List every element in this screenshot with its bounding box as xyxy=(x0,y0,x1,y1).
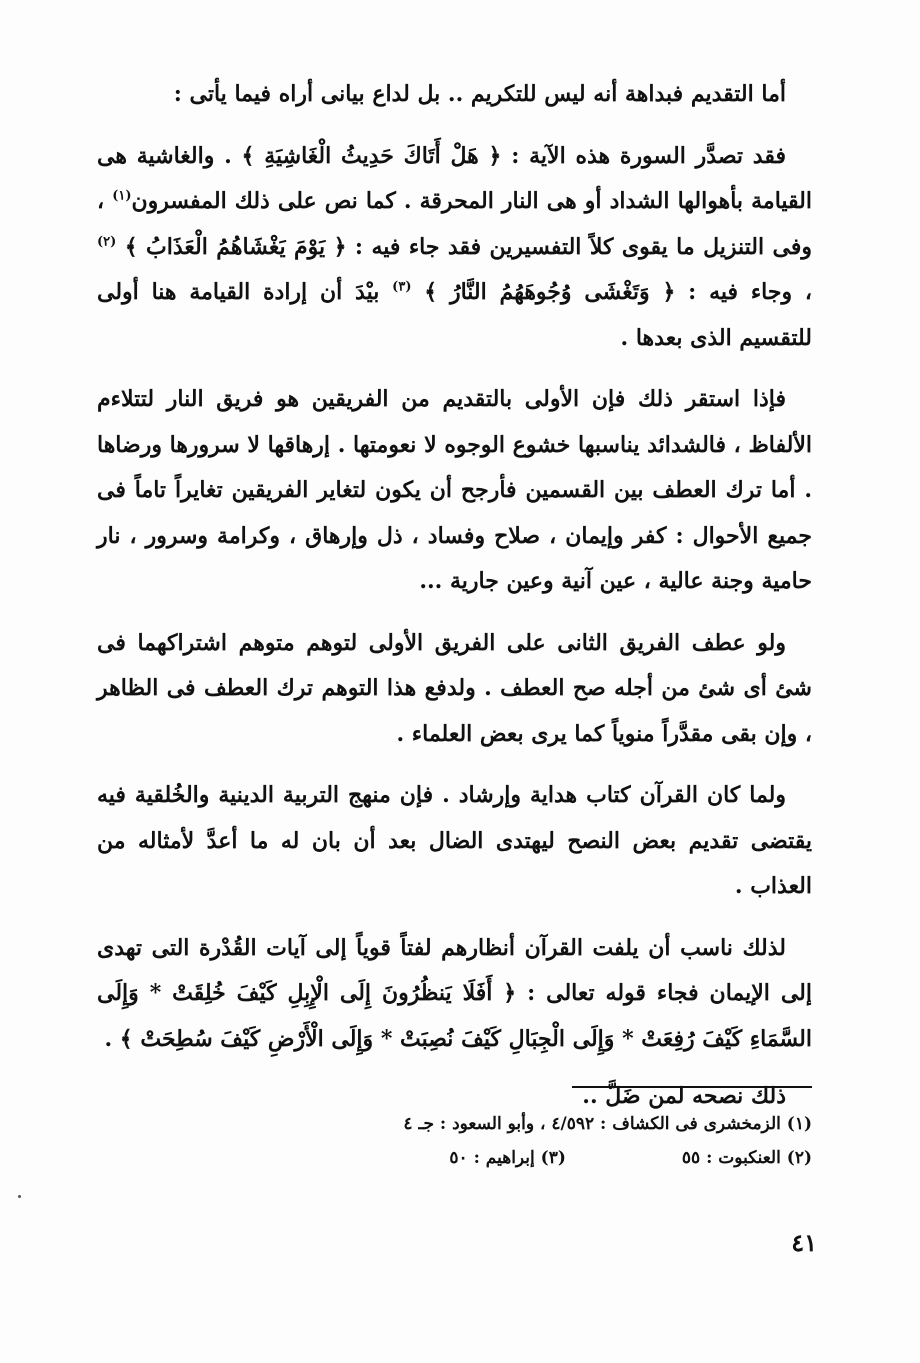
paragraph-1: أما التقديم فبداهة أنه ليس للتكريم .. بل لداع بيانى أراه فيما يأتى : xyxy=(173,81,786,107)
paragraph-5: ولما كان القرآن كتاب هداية وإرشاد . فإن منهج التربية الدينية والخُلقية فيه يقتضى تقديم بعض النصح ليهتدى الضال بعد أن بان له ما أعدَّ لأمثاله من العذاب . xyxy=(97,782,812,899)
paragraph-2-text-a: فقد تصدَّر السورة هذه الآية : ﴿ هَلْ أَتَاكَ حَدِيثُ الْغَاشِيَةِ ﴾ . والغاشية هى القيامة بأهوالها الشداد أو هى النار المحرقة . كما نص على ذلك المفسرون xyxy=(97,142,812,214)
main-text xyxy=(97,72,812,1136)
footnote-ref-3: (٣) xyxy=(392,279,412,295)
scan-speck xyxy=(18,1195,21,1198)
footnote-row-2 xyxy=(97,1141,812,1175)
paragraph-2 xyxy=(97,134,812,362)
footnote-3: (٣) إبراهيم : ٥٠ xyxy=(449,1148,566,1168)
footnote-divider xyxy=(572,1086,812,1088)
footnote-ref-1: (١) xyxy=(112,188,132,204)
paragraph-2-text-d: بيْدَ أن إرادة القيامة هنا أولى للتقسيم الذى بعدها . xyxy=(97,279,812,351)
footnote-2: (٢) العنكبوت : ٥٥ xyxy=(681,1148,812,1168)
page-number: ٤١ xyxy=(791,1228,817,1257)
paragraph-6: لذلك ناسب أن يلفت القرآن أنظارهم لفتاً قوياً إلى آيات القُدْرة التى تهدى إلى الإيمان فجاء قوله تعالى : ﴿ أَفَلَا يَنظُرُونَ إِلَى الْإِبِلِ كَيْفَ خُلِقَتْ * وَإِلَى السَّمَاءِ كَيْفَ رُفِعَتْ * وَإِلَى الْجِبَالِ كَيْفَ نُصِبَتْ * وَإِلَى الْأَرْضِ كَيْفَ سُطِحَتْ ﴾ . xyxy=(97,934,812,1052)
footnote-1: (١) الزمخشرى فى الكشاف : ٤/٥٩٢ ، وأبو السعود : جـ ٤ xyxy=(403,1114,812,1134)
footnote-ref-2: (٢) xyxy=(97,234,117,250)
paragraph-4: ولو عطف الفريق الثانى على الفريق الأولى لتوهم متوهم اشتراكهما فى شئ أى شئ من أجله صح العطف . ولدفع هذا التوهم ترك العطف فى الظاهر ، وإن بقى مقدَّراً منوياً كما يرى بعض العلماء . xyxy=(97,629,812,747)
footnotes xyxy=(97,1107,812,1175)
paragraph-7: ذلك نصحه لمن ضَلَّ .. xyxy=(582,1083,786,1109)
paragraph-2-text-b: ، وفى التنزيل ما يقوى كلاً التفسيرين فقد جاء فيه : ﴿ يَوْمَ يَغْشَاهُمُ الْعَذَابُ ﴾ xyxy=(97,188,812,260)
paragraph-2-text-c: ، وجاء فيه : ﴿ وَتَغْشَى وُجُوهَهُمُ النَّارُ ﴾ xyxy=(411,279,813,305)
paragraph-3: فإذا استقر ذلك فإن الأولى بالتقديم من الفريقين هو فريق النار لتتلاءم الألفاظ ، فالشدائد يناسبها خشوع الوجوه لا نعومتها . إرهاقها لا سرورها ورضاها . أما ترك العطف بين القسمين فأرجح أن يكون لتغاير الفريقين تغايراً تاماً فى جميع الأحوال : كفر وإيمان ، صلاح وفساد ، ذل وإرهاق ، وكرامة وسرور ، نار حامية وجنة عالية ، عين آنية وعين جارية ... xyxy=(97,386,812,594)
